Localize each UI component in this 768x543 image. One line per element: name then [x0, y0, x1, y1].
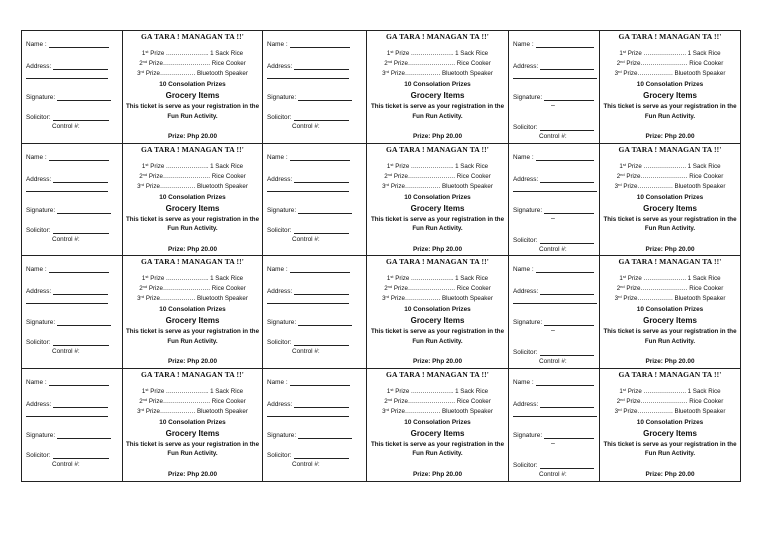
- ticket-title: GA TARA ! MANAGAN TA !!': [618, 369, 722, 379]
- signature-field: Signature:: [26, 206, 111, 214]
- prize-line: 3rd Prize……………… Bluetooth Speaker: [382, 406, 493, 415]
- address-field: Address:: [513, 62, 594, 70]
- prize-line: 2nd Prize…………………… Rice Cooker: [616, 171, 724, 180]
- consolation-prizes: 10 Consolation Prizes: [159, 193, 226, 201]
- ticket-price: Prize: Php 20.00: [167, 358, 218, 365]
- prize-line: 2nd Prize…………………… Rice Cooker: [139, 396, 246, 405]
- grocery-items: Grocery Items: [410, 91, 465, 100]
- consolation-prizes: 10 Consolation Prizes: [159, 81, 226, 88]
- consolation-prizes: 10 Consolation Prizes: [636, 193, 704, 201]
- control-number: Control #:: [539, 470, 567, 478]
- registration-note: This ticket is serve as your registration in the Fun Run Activity.: [125, 440, 260, 457]
- control-number: Control #:: [292, 235, 320, 243]
- registration-note: This ticket is serve as your registration in the Fun Run Activity.: [370, 328, 505, 345]
- ticket-title: GA TARA ! MANAGAN TA !!': [618, 257, 722, 266]
- grocery-items: Grocery Items: [165, 91, 220, 100]
- address-line-2: [513, 191, 597, 192]
- prize-line: 3rd Prize……………… Bluetooth Speaker: [137, 406, 248, 415]
- signature-field: Signature:: [26, 431, 111, 439]
- ticket-sheet: [21, 30, 741, 482]
- address-line-2: [513, 303, 597, 304]
- ticket-title: GA TARA ! MANAGAN TA !!': [618, 32, 722, 41]
- address-line-2: [513, 416, 597, 417]
- solicitor-field: Solicitor:: [513, 348, 594, 356]
- address-field: Address:: [26, 62, 108, 70]
- ticket-price: Prize: Php 20.00: [645, 133, 695, 140]
- prize-line: 3rd Prize……………… Bluetooth Speaker: [382, 69, 493, 77]
- name-field: Name :: [26, 265, 109, 273]
- prize-line: 3rd Prize……………… Bluetooth Speaker: [137, 294, 248, 302]
- ticket-body: [123, 369, 263, 482]
- control-number: Control #:: [52, 123, 80, 130]
- address-line-2: [26, 191, 108, 192]
- consolation-prizes: 10 Consolation Prizes: [404, 306, 471, 313]
- ticket-body: [600, 369, 740, 482]
- address-field: Address:: [267, 175, 349, 183]
- grocery-items: Grocery Items: [410, 203, 465, 213]
- solicitor-field: Solicitor:: [26, 338, 109, 346]
- signature-field: Signature:: [267, 431, 352, 439]
- ticket-body: [123, 31, 263, 143]
- address-field: Address:: [26, 400, 108, 408]
- signature-field: Signature:: [513, 93, 594, 101]
- ticket-price: Prize: Php 20.00: [412, 133, 463, 140]
- prize-line: 1st Prize …………………. 1 Sack Rice: [619, 274, 721, 282]
- prize-line: 1st Prize …………………. 1 Sack Rice: [141, 274, 244, 282]
- control-number: Control #:: [52, 460, 80, 468]
- ticket-title: GA TARA ! MANAGAN TA !!': [386, 257, 489, 266]
- prize-line: 3rd Prize……………… Bluetooth Speaker: [614, 181, 726, 190]
- control-number: Control #:: [292, 123, 320, 130]
- ticket-stub: [22, 31, 123, 143]
- consolation-prizes: 10 Consolation Prizes: [159, 306, 226, 313]
- solicitor-field: Solicitor:: [26, 226, 109, 234]
- grocery-items: Grocery Items: [643, 91, 697, 100]
- ticket-stub: [263, 256, 367, 368]
- grocery-items: Grocery Items: [643, 428, 697, 438]
- dash-mark: –: [551, 102, 555, 109]
- ticket-stub: [263, 144, 367, 256]
- registration-note: This ticket is serve as your registration in the Fun Run Activity.: [125, 328, 260, 345]
- signature-field: Signature:: [513, 206, 594, 214]
- control-number: Control #:: [539, 133, 567, 140]
- prize-line: 1st Prize …………………. 1 Sack Rice: [386, 161, 489, 170]
- registration-note: This ticket is serve as your registration in the Fun Run Activity.: [603, 440, 737, 457]
- ticket-row: [22, 31, 740, 144]
- ticket-row: [22, 144, 740, 257]
- control-number: Control #:: [52, 235, 80, 243]
- prize-line: 1st Prize …………………. 1 Sack Rice: [619, 49, 721, 57]
- address-field: Address:: [267, 62, 349, 70]
- prize-line: 2nd Prize…………………… Rice Cooker: [616, 396, 724, 405]
- ticket-price: Prize: Php 20.00: [645, 470, 695, 478]
- name-field: Name :: [513, 265, 594, 273]
- ticket-price: Prize: Php 20.00: [645, 358, 695, 365]
- address-line-2: [267, 191, 349, 192]
- ticket-price: Prize: Php 20.00: [167, 245, 218, 253]
- ticket-price: Prize: Php 20.00: [412, 470, 463, 478]
- prize-line: 3rd Prize……………… Bluetooth Speaker: [614, 294, 726, 302]
- grocery-items: Grocery Items: [165, 203, 220, 213]
- ticket-stub: [22, 144, 123, 256]
- ticket-stub: [509, 256, 600, 368]
- solicitor-field: Solicitor:: [513, 123, 594, 131]
- prize-line: 2nd Prize…………………… Rice Cooker: [616, 59, 724, 67]
- prize-line: 3rd Prize……………… Bluetooth Speaker: [382, 294, 493, 302]
- name-field: Name :: [267, 265, 350, 273]
- ticket-title: GA TARA ! MANAGAN TA !!': [618, 144, 722, 154]
- prize-line: 2nd Prize…………………… Rice Cooker: [139, 171, 246, 180]
- control-number: Control #:: [539, 245, 567, 253]
- solicitor-field: Solicitor:: [267, 338, 349, 346]
- address-line-2: [26, 303, 108, 304]
- solicitor-field: Solicitor:: [513, 236, 594, 244]
- consolation-prizes: 10 Consolation Prizes: [404, 81, 471, 88]
- ticket-price: Prize: Php 20.00: [167, 470, 218, 478]
- prize-line: 2nd Prize…………………… Rice Cooker: [139, 59, 246, 67]
- control-number: Control #:: [292, 460, 320, 468]
- solicitor-field: Solicitor:: [26, 451, 109, 459]
- ticket-body: [123, 144, 263, 256]
- prize-line: 3rd Prize……………… Bluetooth Speaker: [382, 181, 493, 190]
- prize-line: 2nd Prize…………………… Rice Cooker: [139, 284, 246, 292]
- address-field: Address:: [513, 287, 594, 295]
- ticket-body: [600, 144, 740, 256]
- ticket-title: GA TARA ! MANAGAN TA !!': [141, 144, 244, 154]
- registration-note: This ticket is serve as your registration in the Fun Run Activity.: [125, 215, 260, 232]
- name-field: Name :: [26, 378, 109, 386]
- address-line-2: [513, 78, 597, 79]
- address-field: Address:: [267, 287, 349, 295]
- registration-note: This ticket is serve as your registration in the Fun Run Activity.: [370, 103, 505, 120]
- prize-line: 1st Prize …………………. 1 Sack Rice: [386, 274, 489, 282]
- solicitor-field: Solicitor:: [267, 113, 349, 121]
- prize-line: 1st Prize …………………. 1 Sack Rice: [619, 386, 721, 395]
- ticket-stub: [22, 256, 123, 368]
- consolation-prizes: 10 Consolation Prizes: [159, 418, 226, 426]
- address-field: Address:: [26, 175, 108, 183]
- grocery-items: Grocery Items: [643, 203, 697, 213]
- registration-note: This ticket is serve as your registration in the Fun Run Activity.: [603, 103, 737, 120]
- grocery-items: Grocery Items: [165, 428, 220, 438]
- ticket-body: [123, 256, 263, 368]
- name-field: Name :: [267, 40, 350, 48]
- grocery-items: Grocery Items: [410, 428, 465, 438]
- name-field: Name :: [26, 153, 109, 161]
- prize-line: 1st Prize …………………. 1 Sack Rice: [141, 49, 244, 57]
- address-line-2: [26, 416, 108, 417]
- address-field: Address:: [513, 400, 594, 408]
- signature-field: Signature:: [26, 93, 111, 101]
- ticket-stub: [509, 369, 600, 482]
- signature-field: Signature:: [26, 318, 111, 326]
- name-field: Name :: [267, 153, 350, 161]
- dash-mark: –: [551, 439, 555, 447]
- grocery-items: Grocery Items: [643, 316, 697, 325]
- ticket-row: [22, 256, 740, 369]
- address-line-2: [26, 78, 108, 79]
- address-field: Address:: [513, 175, 594, 183]
- ticket-title: GA TARA ! MANAGAN TA !!': [386, 32, 489, 41]
- control-number: Control #:: [539, 358, 567, 365]
- solicitor-field: Solicitor:: [513, 461, 594, 469]
- prize-line: 3rd Prize……………… Bluetooth Speaker: [614, 69, 726, 77]
- signature-field: Signature:: [513, 431, 594, 439]
- grocery-items: Grocery Items: [165, 316, 220, 325]
- ticket-title: GA TARA ! MANAGAN TA !!': [141, 257, 244, 266]
- consolation-prizes: 10 Consolation Prizes: [636, 81, 704, 88]
- ticket-title: GA TARA ! MANAGAN TA !!': [386, 369, 489, 379]
- ticket-title: GA TARA ! MANAGAN TA !!': [141, 369, 244, 379]
- solicitor-field: Solicitor:: [267, 451, 349, 459]
- prize-line: 1st Prize …………………. 1 Sack Rice: [386, 386, 489, 395]
- address-line-2: [267, 78, 349, 79]
- name-field: Name :: [513, 378, 594, 386]
- address-field: Address:: [26, 287, 108, 295]
- ticket-body: [367, 256, 509, 368]
- control-number: Control #:: [292, 348, 320, 355]
- ticket-row: [22, 369, 740, 482]
- name-field: Name :: [513, 40, 594, 48]
- address-line-2: [267, 416, 349, 417]
- ticket-body: [367, 31, 509, 143]
- ticket-body: [367, 144, 509, 256]
- signature-field: Signature:: [513, 318, 594, 326]
- prize-line: 2nd Prize…………………… Rice Cooker: [616, 284, 724, 292]
- registration-note: This ticket is serve as your registration in the Fun Run Activity.: [370, 440, 505, 457]
- prize-line: 1st Prize …………………. 1 Sack Rice: [619, 161, 721, 170]
- ticket-body: [600, 256, 740, 368]
- grocery-items: Grocery Items: [410, 316, 465, 325]
- name-field: Name :: [26, 40, 109, 48]
- prize-line: 3rd Prize……………… Bluetooth Speaker: [614, 406, 726, 415]
- ticket-stub: [263, 369, 367, 482]
- solicitor-field: Solicitor:: [267, 226, 349, 234]
- registration-note: This ticket is serve as your registration in the Fun Run Activity.: [603, 328, 737, 345]
- prize-line: 2nd Prize…………………… Rice Cooker: [384, 171, 491, 180]
- address-field: Address:: [267, 400, 349, 408]
- prize-line: 1st Prize …………………. 1 Sack Rice: [141, 386, 244, 395]
- ticket-stub: [22, 369, 123, 482]
- ticket-body: [367, 369, 509, 482]
- signature-field: Signature:: [267, 93, 352, 101]
- dash-mark: –: [551, 214, 555, 222]
- name-field: Name :: [267, 378, 350, 386]
- prize-line: 2nd Prize…………………… Rice Cooker: [384, 59, 491, 67]
- prize-line: 3rd Prize……………… Bluetooth Speaker: [137, 181, 248, 190]
- consolation-prizes: 10 Consolation Prizes: [404, 193, 471, 201]
- registration-note: This ticket is serve as your registration in the Fun Run Activity.: [603, 215, 737, 232]
- registration-note: This ticket is serve as your registration in the Fun Run Activity.: [125, 103, 260, 120]
- solicitor-field: Solicitor:: [26, 113, 109, 121]
- dash-mark: –: [551, 327, 555, 334]
- signature-field: Signature:: [267, 318, 352, 326]
- ticket-stub: [509, 31, 600, 143]
- prize-line: 3rd Prize……………… Bluetooth Speaker: [137, 69, 248, 77]
- prize-line: 1st Prize …………………. 1 Sack Rice: [141, 161, 244, 170]
- ticket-price: Prize: Php 20.00: [167, 133, 218, 140]
- address-line-2: [267, 303, 349, 304]
- consolation-prizes: 10 Consolation Prizes: [636, 306, 704, 313]
- prize-line: 2nd Prize…………………… Rice Cooker: [384, 284, 491, 292]
- prize-line: 2nd Prize…………………… Rice Cooker: [384, 396, 491, 405]
- ticket-price: Prize: Php 20.00: [645, 245, 695, 253]
- ticket-title: GA TARA ! MANAGAN TA !!': [386, 144, 489, 154]
- ticket-price: Prize: Php 20.00: [412, 245, 463, 253]
- prize-line: 1st Prize …………………. 1 Sack Rice: [386, 49, 489, 57]
- ticket-price: Prize: Php 20.00: [412, 358, 463, 365]
- ticket-title: GA TARA ! MANAGAN TA !!': [141, 32, 244, 41]
- name-field: Name :: [513, 153, 594, 161]
- signature-field: Signature:: [267, 206, 352, 214]
- control-number: Control #:: [52, 348, 80, 355]
- consolation-prizes: 10 Consolation Prizes: [636, 418, 704, 426]
- ticket-body: [600, 31, 740, 143]
- registration-note: This ticket is serve as your registration in the Fun Run Activity.: [370, 215, 505, 232]
- ticket-stub: [509, 144, 600, 256]
- consolation-prizes: 10 Consolation Prizes: [404, 418, 471, 426]
- ticket-stub: [263, 31, 367, 143]
